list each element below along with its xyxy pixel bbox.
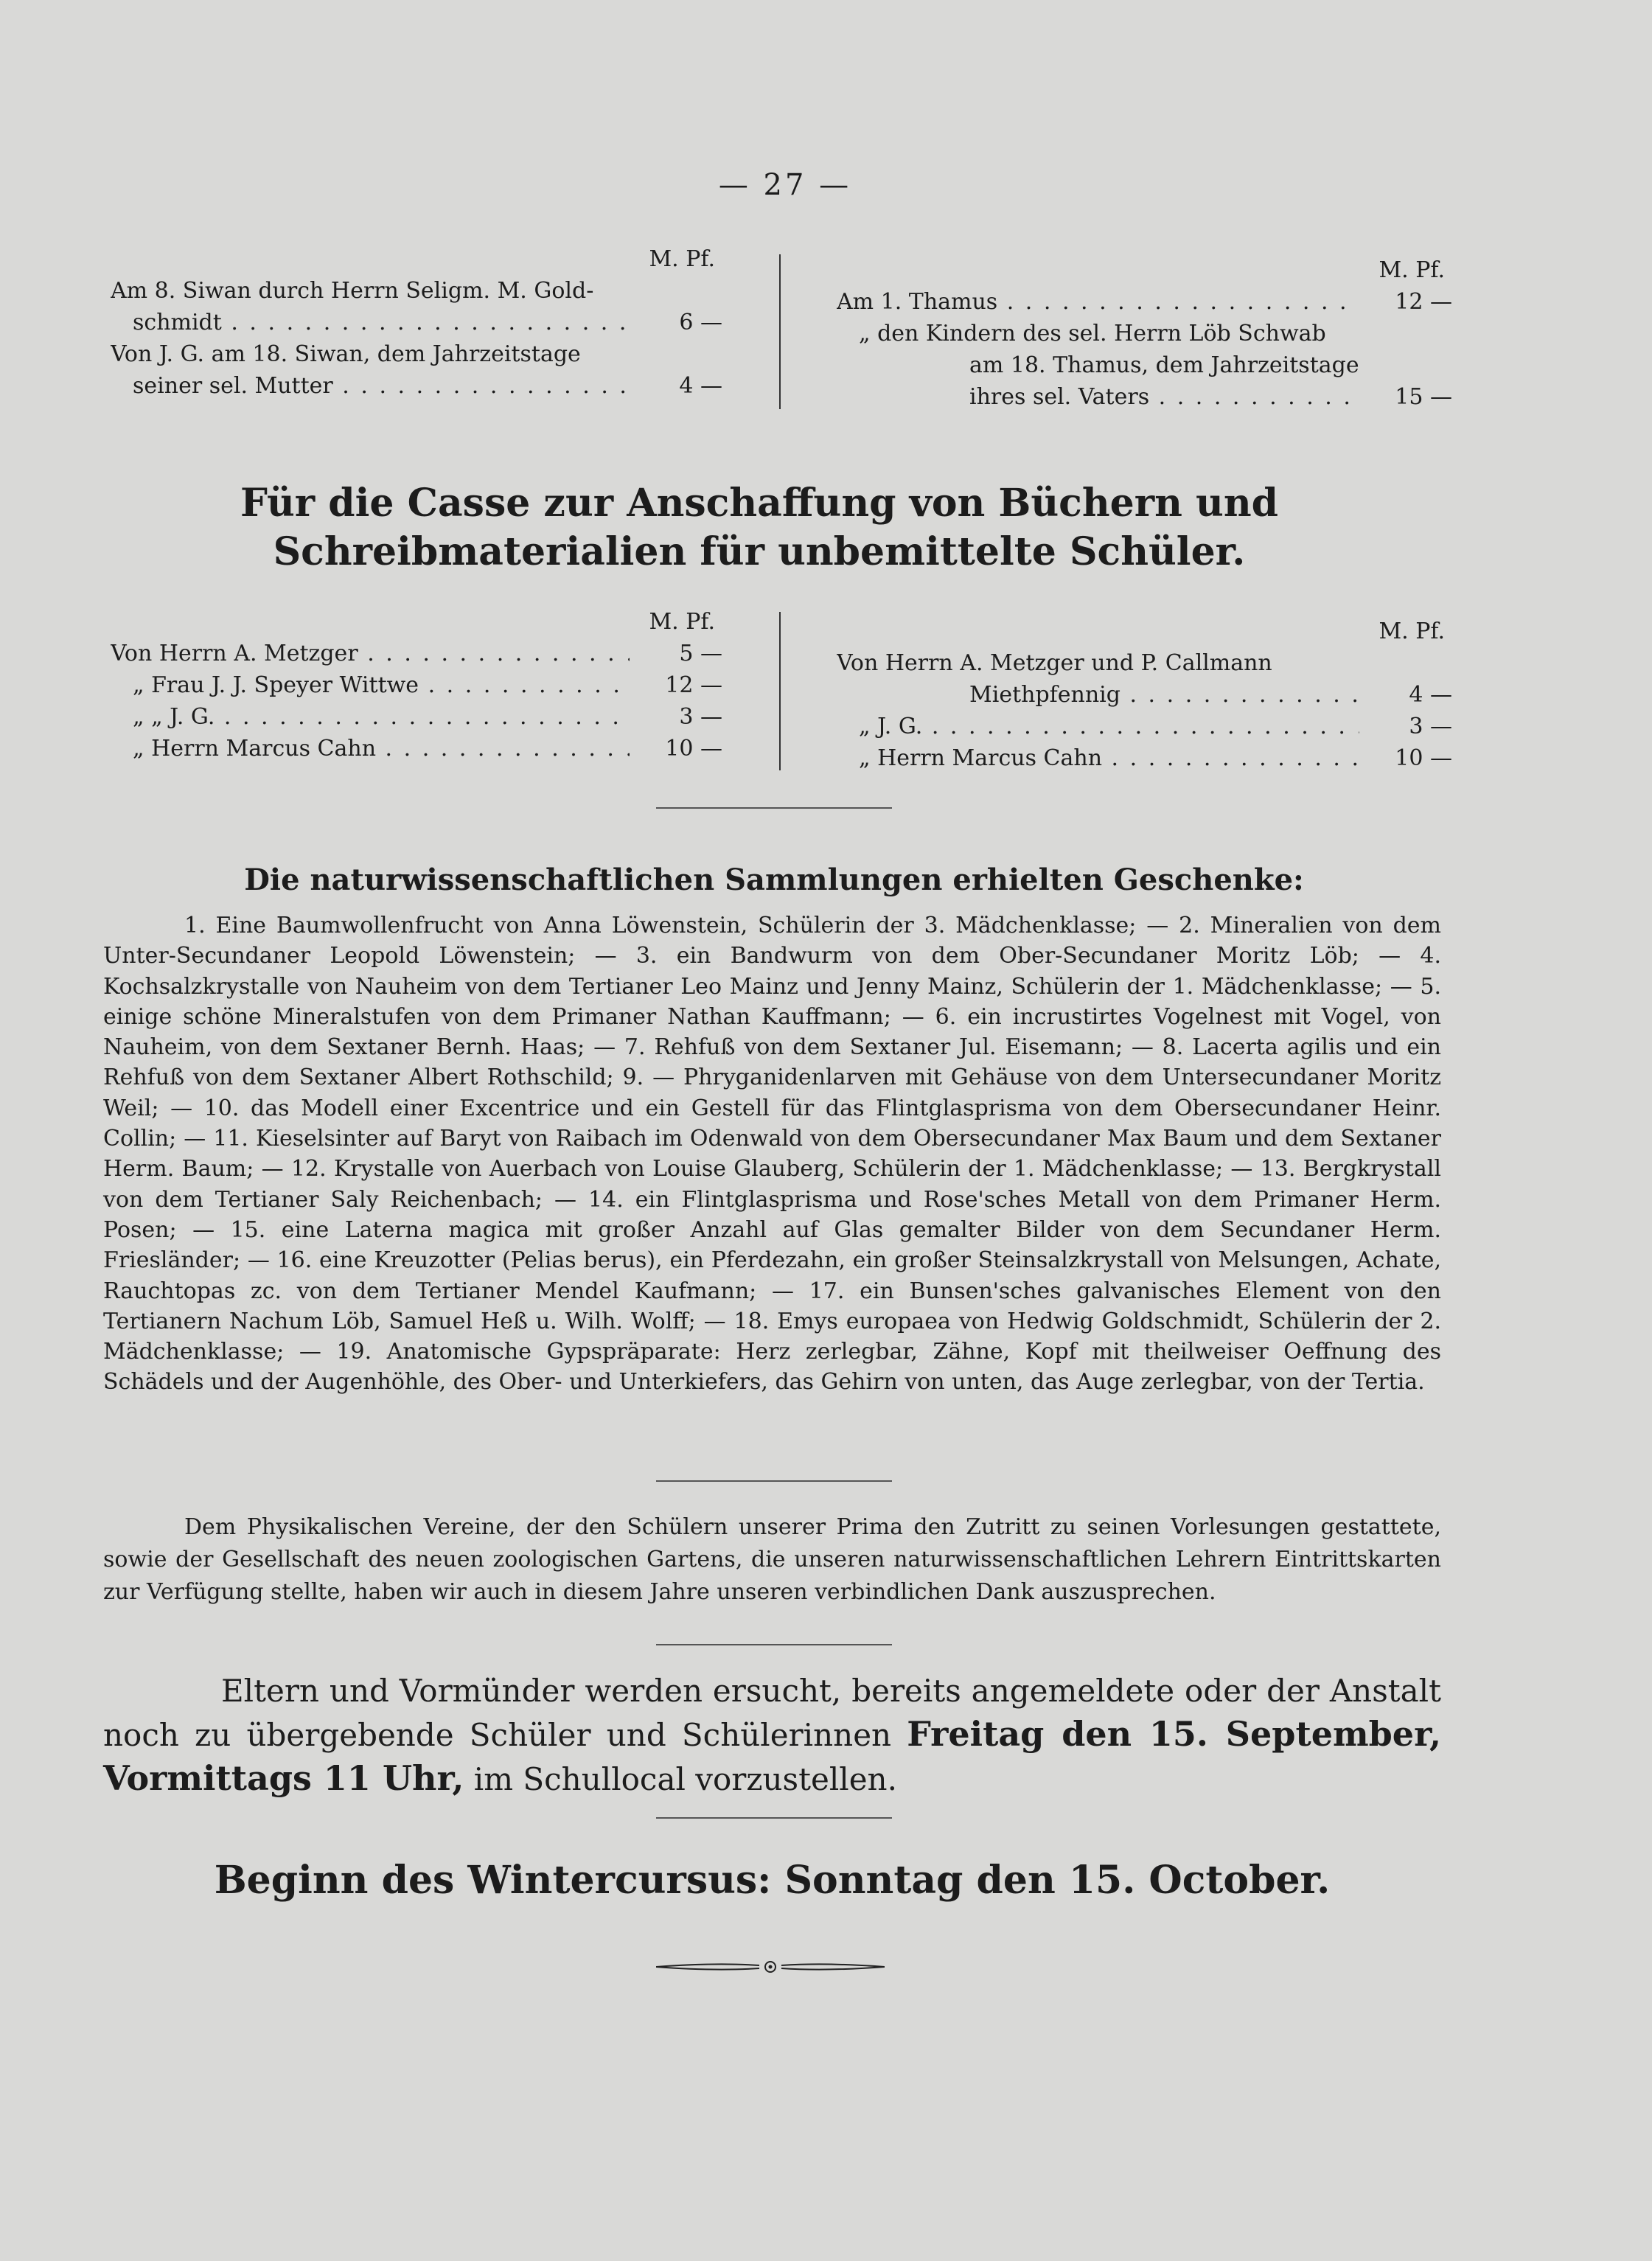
donation-text: seiner sel. Mutter . . .: [111, 370, 630, 402]
column-divider: [779, 612, 781, 770]
donation-row: [837, 711, 1452, 742]
donation-amount: 4 —: [679, 373, 722, 399]
donation-text: „ Frau J. J. Speyer Wittwe . . .: [111, 669, 630, 701]
donation-row: [111, 275, 722, 307]
donation-amount: 15 —: [1395, 384, 1452, 410]
donation-row: [111, 701, 722, 733]
currency-header: M. Pf.: [1379, 257, 1445, 283]
donation-text: „ den Kindern des sel. Herrn Löb Schwab: [859, 321, 1326, 346]
donation-text: schmidt . . .: [111, 307, 630, 338]
currency-header: M. Pf.: [649, 609, 715, 635]
donations-books-left: [111, 606, 722, 764]
donation-row: [837, 742, 1452, 774]
separator-rule: [656, 1480, 892, 1482]
donation-text: „ „ J. G. . . .: [111, 701, 630, 733]
notice-date: Freitag den 15. September, Vormittags 11 Uhr,: [103, 1714, 1441, 1798]
collections-text: 1. Eine Baumwollenfrucht von Anna Löwenstein, Schülerin der 3. Mädchenklasse; — 2. Mineralien von dem Unter-Secundaner Leopold Löwenstein; — 3. ein Bandwurm von dem Ober-Secundaner Moritz Löb; — 4. Kochsalzkrystalle von Nauheim von dem Tertianer Leo Mainz und Jenny Mainz, Schülerin der 1. Mädchenklasse; — 5. einige schöne Mineralstufen von dem Primaner Nathan Kauffmann; — 6. ein incrustirtes Vogelnest mit Vogel, von Nauheim, von dem Sextaner Bernh. Haas; — 7. Rehfuß von dem Sextaner Jul. Eisemann; — 8. Lacerta agilis und ein Rehfuß von dem Sextaner Albert Rothschild; 9. — Phryganidenlarven mit Gehäuse von dem Untersecundaner Moritz Weil; — 10. das Modell einer Excentrice und ein Gestell für das Flintglasprisma von dem Obersecundaner Heinr. Collin; — 11. Kieselsinter auf Baryt von Raibach im Odenwald von dem Obersecundaner Max Baum und dem Sextaner Herm. Baum; — 12. Krystalle von Auerbach von Louise Glauberg, Schülerin der 1. Mädchenklasse; — 13. Bergkrystall von dem Tertianer Saly Reichenbach; — 14. ein Flintglasprisma und Rose'sches Metall von dem Primaner Herm. Posen; — 15. eine Laterna magica mit großer Anzahl auf Glas gemalter Bilder von dem Secundaner Herm. Friesländer; — 16. eine Kreuzotter (Pelias berus), ein Pferdezahn, ein großer Steinsalzkrystall von Melsungen, Achate, Rauchtopas zc. von dem Tertianer Mendel Kaufmann; — 17. ein Bunsen'sches galvanisches Element von den Tertianern Nachum Löb, Samuel Heß u. Wilh. Wolff; — 18. Emys europaea von Hedwig Goldschmidt, Schülerin der 2. Mädchenklasse; — 19. Anatomische Gypspräparate: Herz zerlegbar, Zähne, Kopf mit theilweiser Oeffnung des Schädels und der Augenhöhle, des Ober- und Unterkiefers, das Gehirn von unten, das Auge zerlegbar, von der Tertia.: [103, 913, 1441, 1396]
donation-row: [837, 679, 1452, 711]
enrollment-notice: [103, 1670, 1441, 1801]
donation-amount: 5 —: [679, 641, 722, 666]
donation-row: [837, 349, 1452, 381]
donation-text: „ Herrn Marcus Cahn . . .: [111, 733, 630, 764]
notice-text: Eltern und Vormünder werden ersucht, bereits angemeldete oder der Anstalt noch zu übergebende Schüler und Schülerinnen: [103, 1673, 1441, 1753]
donation-text: Am 1. Thamus . . .: [837, 286, 1359, 318]
donations-top-right: [837, 254, 1452, 413]
donation-row: [111, 370, 722, 402]
ornament-divider: [656, 1958, 885, 1976]
donation-amount: 3 —: [1409, 714, 1452, 739]
donation-amount: 10 —: [665, 736, 722, 762]
donation-row: [111, 733, 722, 764]
donation-text: Von J. G. am 18. Siwan, dem Jahrzeitstage: [111, 341, 581, 367]
donation-text: Von Herrn A. Metzger und P. Callmann: [837, 650, 1272, 676]
winter-term-heading: Beginn des Wintercursus: Sonntag den 15. October.: [214, 1858, 1331, 1903]
donation-row: [111, 338, 722, 370]
currency-header: M. Pf.: [1379, 619, 1445, 644]
separator-rule: [656, 1817, 892, 1819]
donations-top-left: [111, 243, 722, 402]
donation-row: [837, 286, 1452, 318]
donation-row: [837, 318, 1452, 349]
donation-amount: 6 —: [679, 310, 722, 335]
donation-amount: 12 —: [665, 672, 722, 698]
donation-row: [837, 647, 1452, 679]
heading-books-fund: Für die Casse zur Anschaffung von Büchern und Schreibmaterialien für unbemittelte Schüler.: [240, 481, 1278, 574]
column-divider: [779, 254, 781, 409]
notice-end: im Schullocal vorzustellen.: [473, 1761, 897, 1797]
donation-amount: 10 —: [1395, 745, 1452, 771]
donation-text: Von Herrn A. Metzger . . .: [111, 638, 630, 669]
donation-text: am 18. Thamus, dem Jahrzeitstage: [969, 352, 1359, 378]
donation-text: „ J. G. . . .: [837, 711, 1359, 742]
donation-text: Miethpfennig . . .: [837, 679, 1359, 711]
page-number: — 27 —: [718, 168, 852, 202]
donation-text: ihres sel. Vaters . . .: [837, 381, 1359, 413]
donation-row: [837, 381, 1452, 413]
donation-row: [111, 307, 722, 338]
donation-amount: 3 —: [679, 704, 722, 730]
separator-rule: [656, 1644, 892, 1645]
donation-row: [111, 669, 722, 701]
thanks-text: Dem Physikalischen Vereine, der den Schülern unserer Prima den Zutritt zu seinen Vorlesungen gestattete, sowie der Gesellschaft des neuen zoologischen Gartens, die unseren naturwissenschaftlichen Lehrern Eintrittskarten zur Verfügung stellte, haben wir auch in diesem Jahre unseren verbindlichen Dank auszusprechen.: [103, 1514, 1441, 1605]
separator-rule: [656, 807, 892, 809]
donation-row: [111, 638, 722, 669]
donation-text: Am 8. Siwan durch Herrn Seligm. M. Gold-: [111, 278, 594, 304]
donations-books-right: [837, 616, 1452, 774]
donation-amount: 12 —: [1395, 289, 1452, 315]
donation-amount: 4 —: [1409, 682, 1452, 708]
donation-text: „ Herrn Marcus Cahn . . .: [837, 742, 1359, 774]
heading-collections: Die naturwissenschaftlichen Sammlungen erhielten Geschenke:: [244, 863, 1304, 897]
currency-header: M. Pf.: [649, 246, 715, 272]
